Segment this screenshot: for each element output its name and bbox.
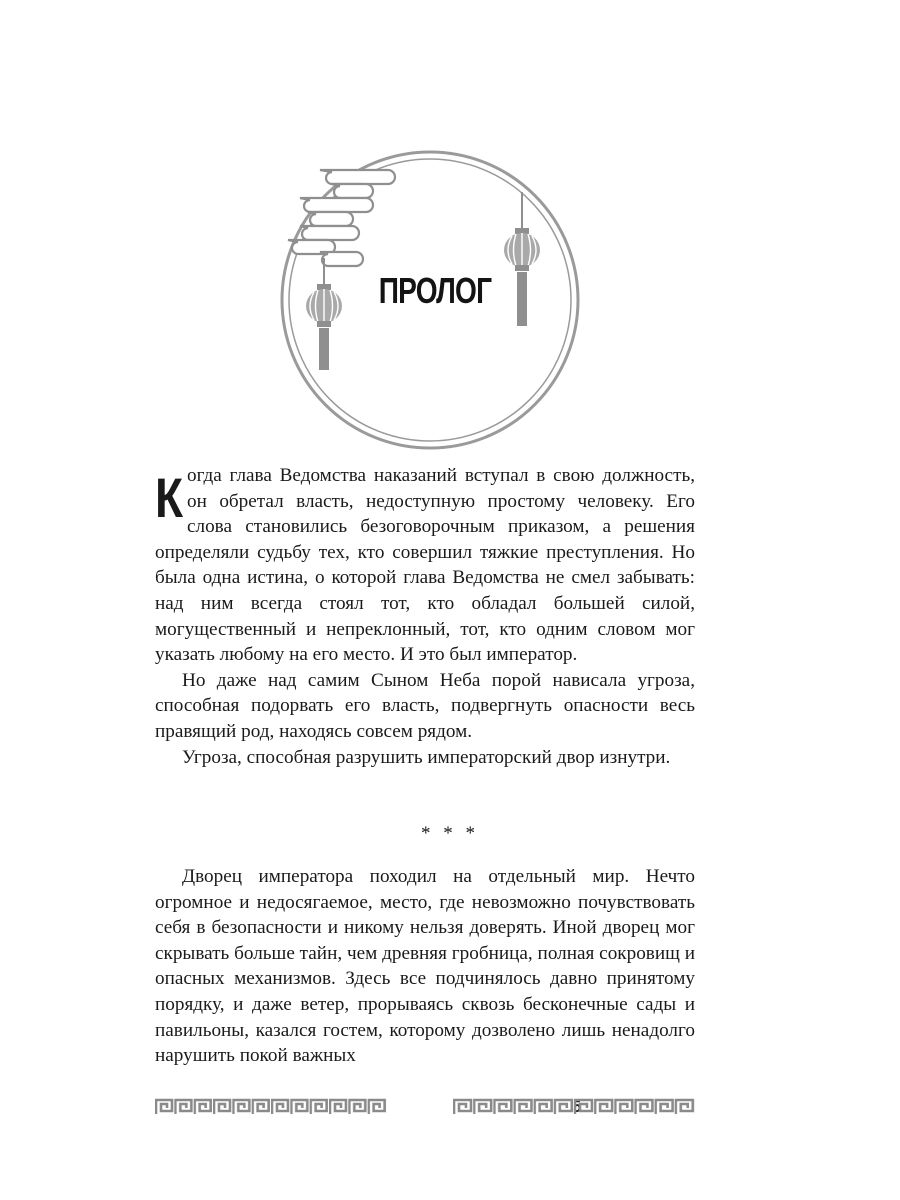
page-footer	[155, 1096, 695, 1118]
paragraph	[155, 463, 695, 668]
right-lantern-icon	[504, 192, 540, 326]
paragraph: Угроза, способная разрушить императорский двор изнутри.	[182, 746, 671, 768]
paragraph: Но даже над самим Сыном Неба порой нависала угроза, способная подорвать его власть, подвергнуть опасности весь правящий род, находясь совсем рядом.	[155, 669, 695, 742]
greek-meander-border-icon	[155, 1098, 387, 1116]
drop-cap: К	[155, 466, 184, 529]
paragraph-text: огда глава Ведомства наказаний вступал в свою должность, он обретал власть, недоступную простому человеку. Его слова становились безоговорочным приказом, а решения определяли судьбу тех, кто совершил тяжкие преступления. Но была одна истина, о которой глава Ведомства не смел забывать: над ним всегда стоял тот, кто обладал большей силой, могущественный и непреклонный, тот, кто одним словом мог указать любому на его место. И это был император.	[155, 465, 695, 666]
prologue-opening-text	[155, 463, 695, 770]
section-separator: * * *	[421, 823, 479, 844]
palace-text	[155, 864, 695, 1069]
chapter-title: ПРОЛОГ	[378, 270, 492, 311]
paragraph: Дворец императора походил на отдельный мир. Нечто огромное и недосягаемое, место, где невозможно почувствовать себя в безопасности и никому нельзя доверять. Иной дворец мог скрывать больше тайн, чем древняя гробница, полная сокровищ и опасных механизмов. Здесь все подчинялось давно принятому порядку, и даже ветер, прорываясь сквозь бесконечные сады и павильоны, казался гостем, которому дозволено лишь ненадолго нарушить покой важных	[155, 866, 695, 1067]
left-lantern-icon	[306, 258, 342, 370]
greek-meander-border-icon	[453, 1098, 695, 1116]
